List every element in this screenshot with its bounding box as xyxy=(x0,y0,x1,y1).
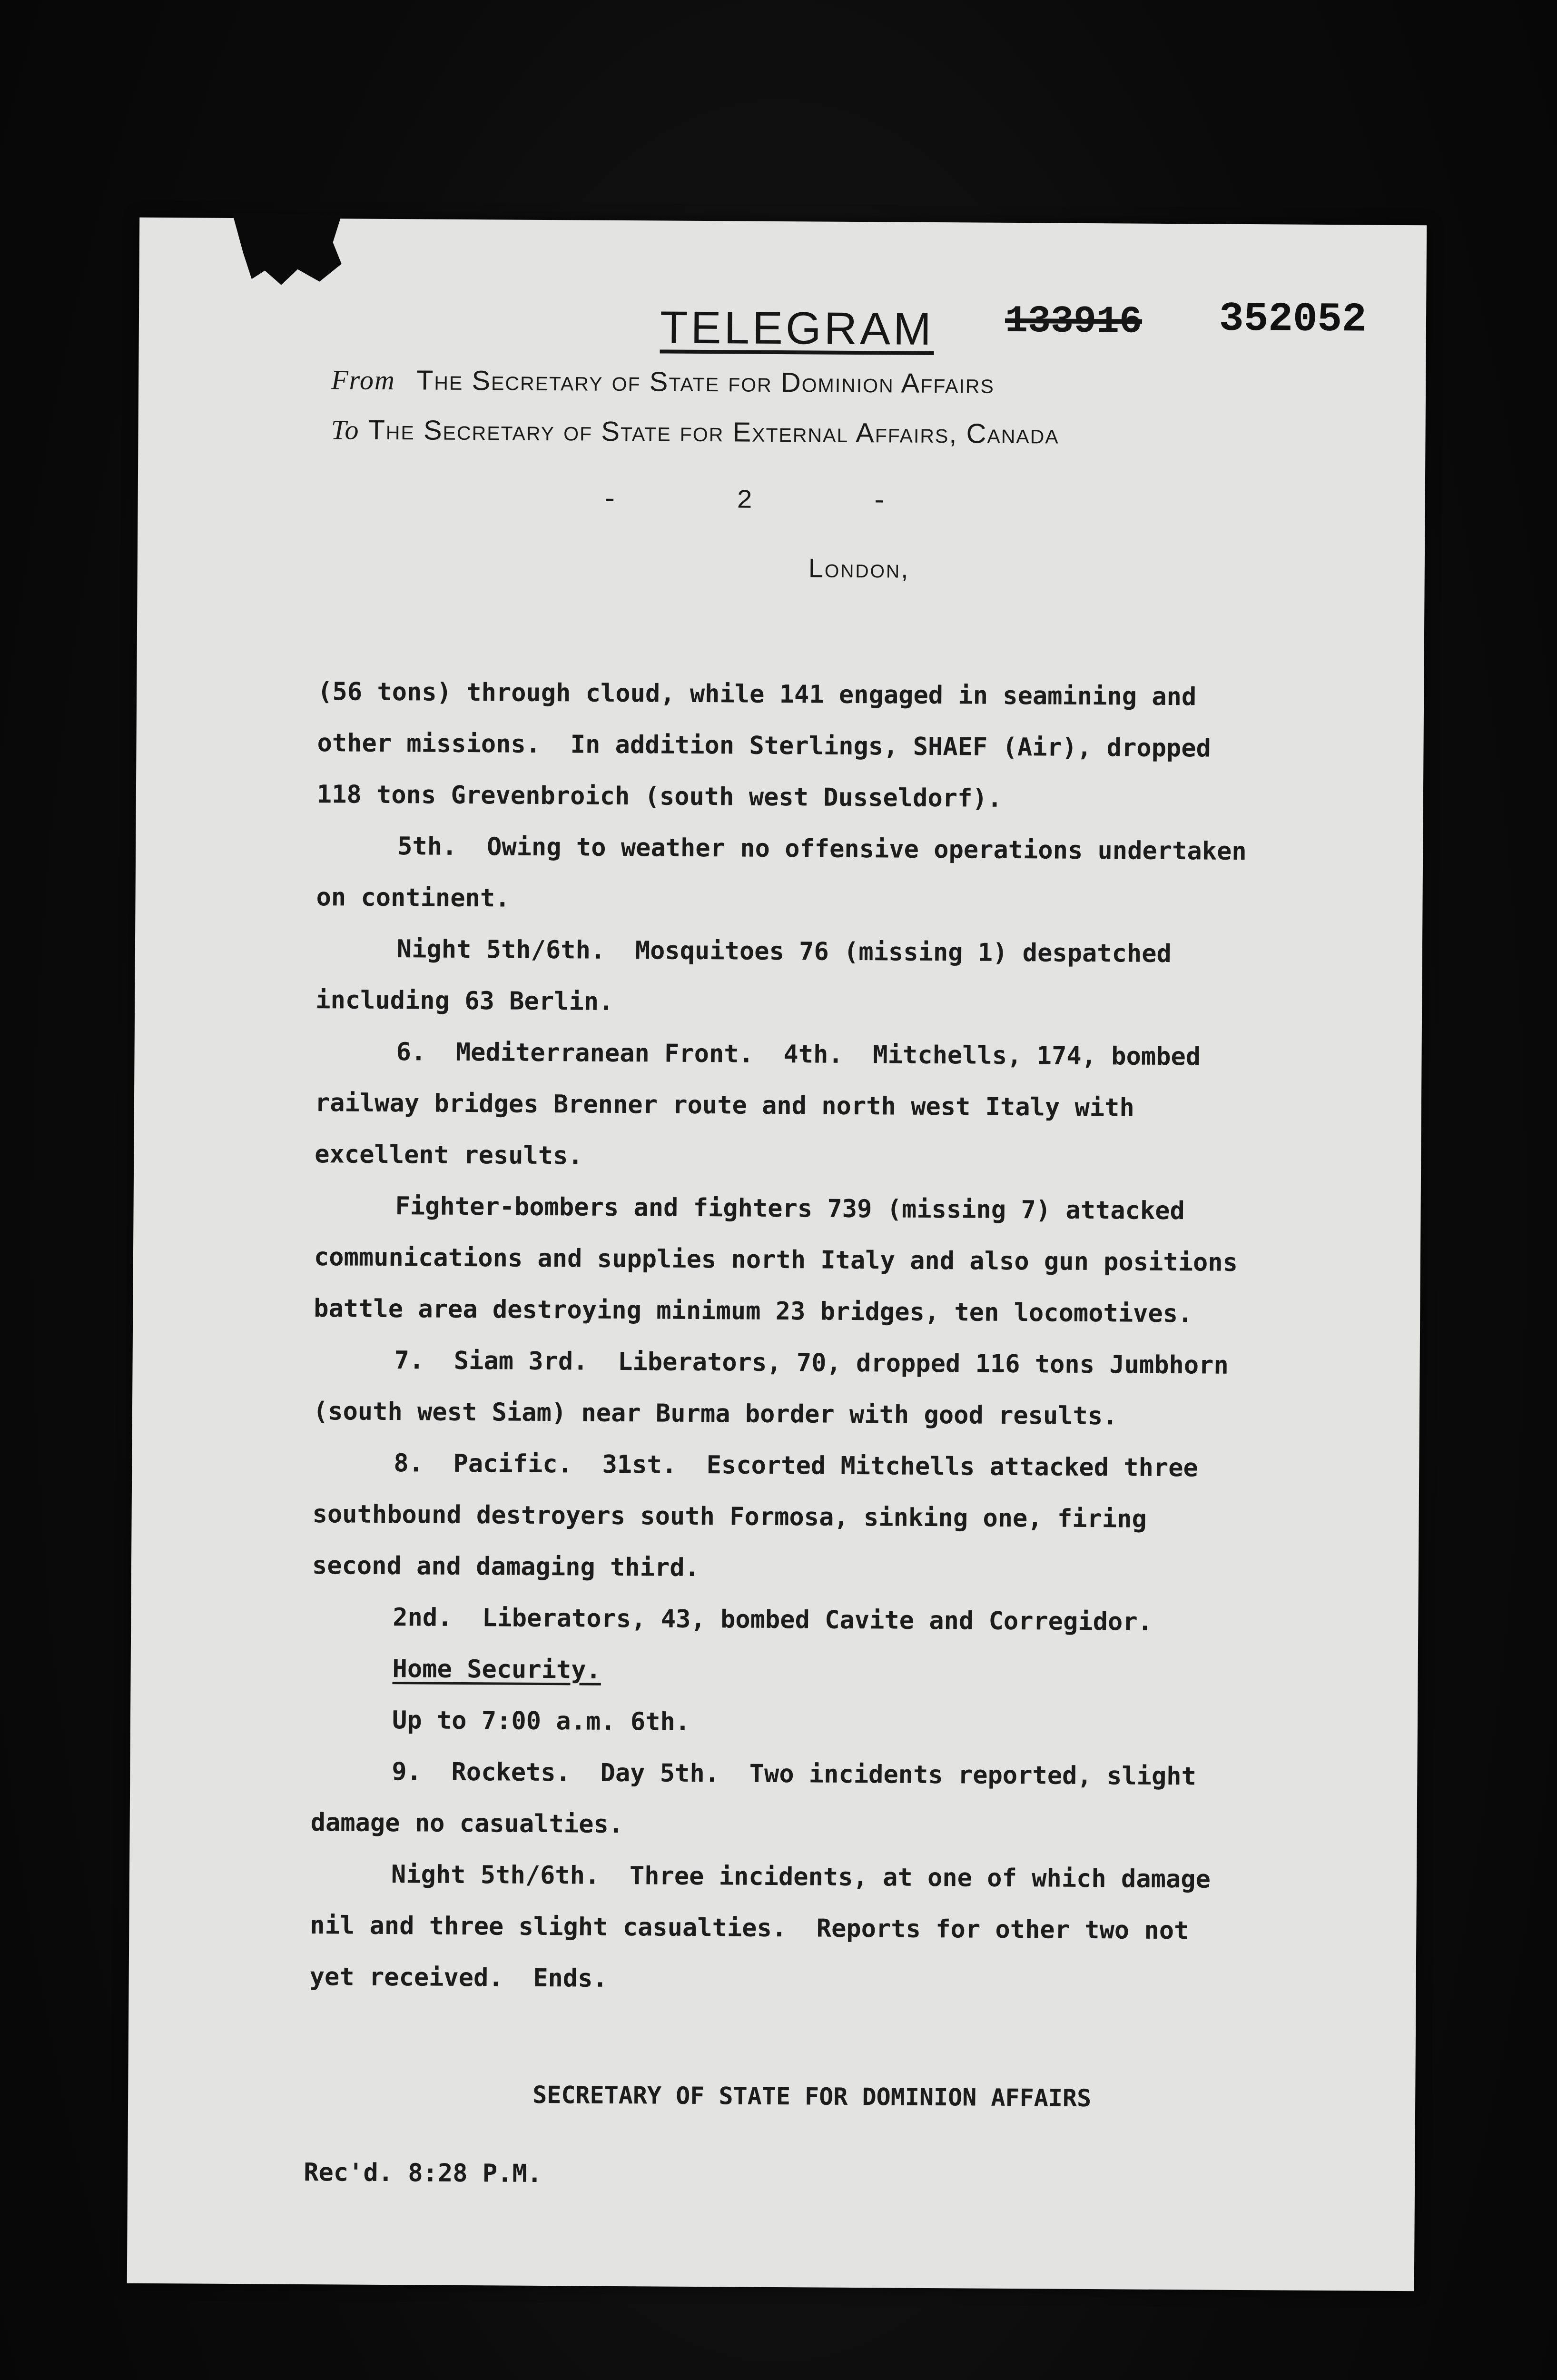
body-line: railway bridges Brenner route and north west Italy with xyxy=(315,1089,1134,1122)
body-line: on continent. xyxy=(316,883,510,913)
from-sender: The Secretary of State for Dominion Affairs xyxy=(416,365,995,399)
body-line: 8. Pacific. 31st. Escorted Mitchells attacked three xyxy=(394,1449,1199,1483)
telegram-body xyxy=(309,666,1388,2009)
to-line xyxy=(331,414,1059,450)
page-dash-right: - xyxy=(871,486,887,517)
body-line: second and damaging third. xyxy=(312,1551,700,1583)
body-line: Fighter-bombers and fighters 739 (missing 7) attacked xyxy=(395,1192,1185,1226)
body-line: 6. Mediterranean Front. 4th. Mitchells, 174, bombed xyxy=(396,1038,1201,1071)
torn-corner xyxy=(232,213,342,285)
body-line: Night 5th/6th. Three incidents, at one of which damage xyxy=(391,1860,1211,1894)
to-recipient: The Secretary of State for External Affairs, Canada xyxy=(368,414,1059,450)
body-line: (south west Siam) near Burma border with good results. xyxy=(313,1397,1118,1431)
body-line: other missions. In addition Sterlings, SHAEF (Air), dropped xyxy=(317,729,1212,763)
body-line: nil and three slight casualties. Reports for other two not xyxy=(310,1911,1189,1945)
page-dash-left: - xyxy=(601,484,618,515)
body-line: battle area destroying minimum 23 bridges, ten locomotives. xyxy=(314,1294,1193,1329)
body-line: Up to 7:00 a.m. 6th. xyxy=(392,1706,690,1736)
from-line xyxy=(331,364,995,400)
city-line: London, xyxy=(808,553,910,584)
telegram-title: TELEGRAM xyxy=(660,302,935,355)
body-line: excellent results. xyxy=(315,1140,583,1170)
received-time: Rec'd. 8:28 P.M. xyxy=(304,2158,542,2189)
body-line: 2nd. Liberators, 43, bombed Cavite and Corregidor. xyxy=(393,1603,1153,1636)
page-number: 2 xyxy=(736,485,753,516)
signature-line: SECRETARY OF STATE FOR DOMINION AFFAIRS xyxy=(532,2081,1092,2112)
from-label: From xyxy=(331,364,396,396)
body-line: Night 5th/6th. Mosquitoes 76 (missing 1) despatched xyxy=(396,935,1172,969)
body-line: southbound destroyers south Formosa, sinking one, firing xyxy=(312,1500,1147,1534)
body-line xyxy=(311,1643,1382,1701)
body-line: (56 tons) through cloud, while 141 engaged in seamining and xyxy=(317,677,1197,712)
body-line: damage no casualties. xyxy=(310,1808,624,1839)
to-label: To xyxy=(331,414,360,446)
body-line: 9. Rockets. Day 5th. Two incidents reported, slight xyxy=(392,1757,1197,1791)
body-line: 5th. Owing to weather no offensive operations undertaken xyxy=(397,832,1247,866)
body-line: including 63 Berlin. xyxy=(315,986,614,1016)
body-line: 7. Siam 3rd. Liberators, 70, dropped 116 tons Jumbhorn xyxy=(394,1346,1229,1380)
body-line: 118 tons Grevenbroich (south west Dusseldorf). xyxy=(316,780,1003,813)
struck-out-number: 133916 xyxy=(1005,299,1143,344)
body-line: communications and supplies north Italy and also gun positions xyxy=(314,1243,1238,1277)
telegram-page xyxy=(127,218,1427,2291)
page-number-line xyxy=(601,485,887,517)
home-security-heading: Home Security. xyxy=(392,1655,601,1685)
body-line: yet received. Ends. xyxy=(309,1963,608,1993)
reference-number: 352052 xyxy=(1219,295,1367,343)
